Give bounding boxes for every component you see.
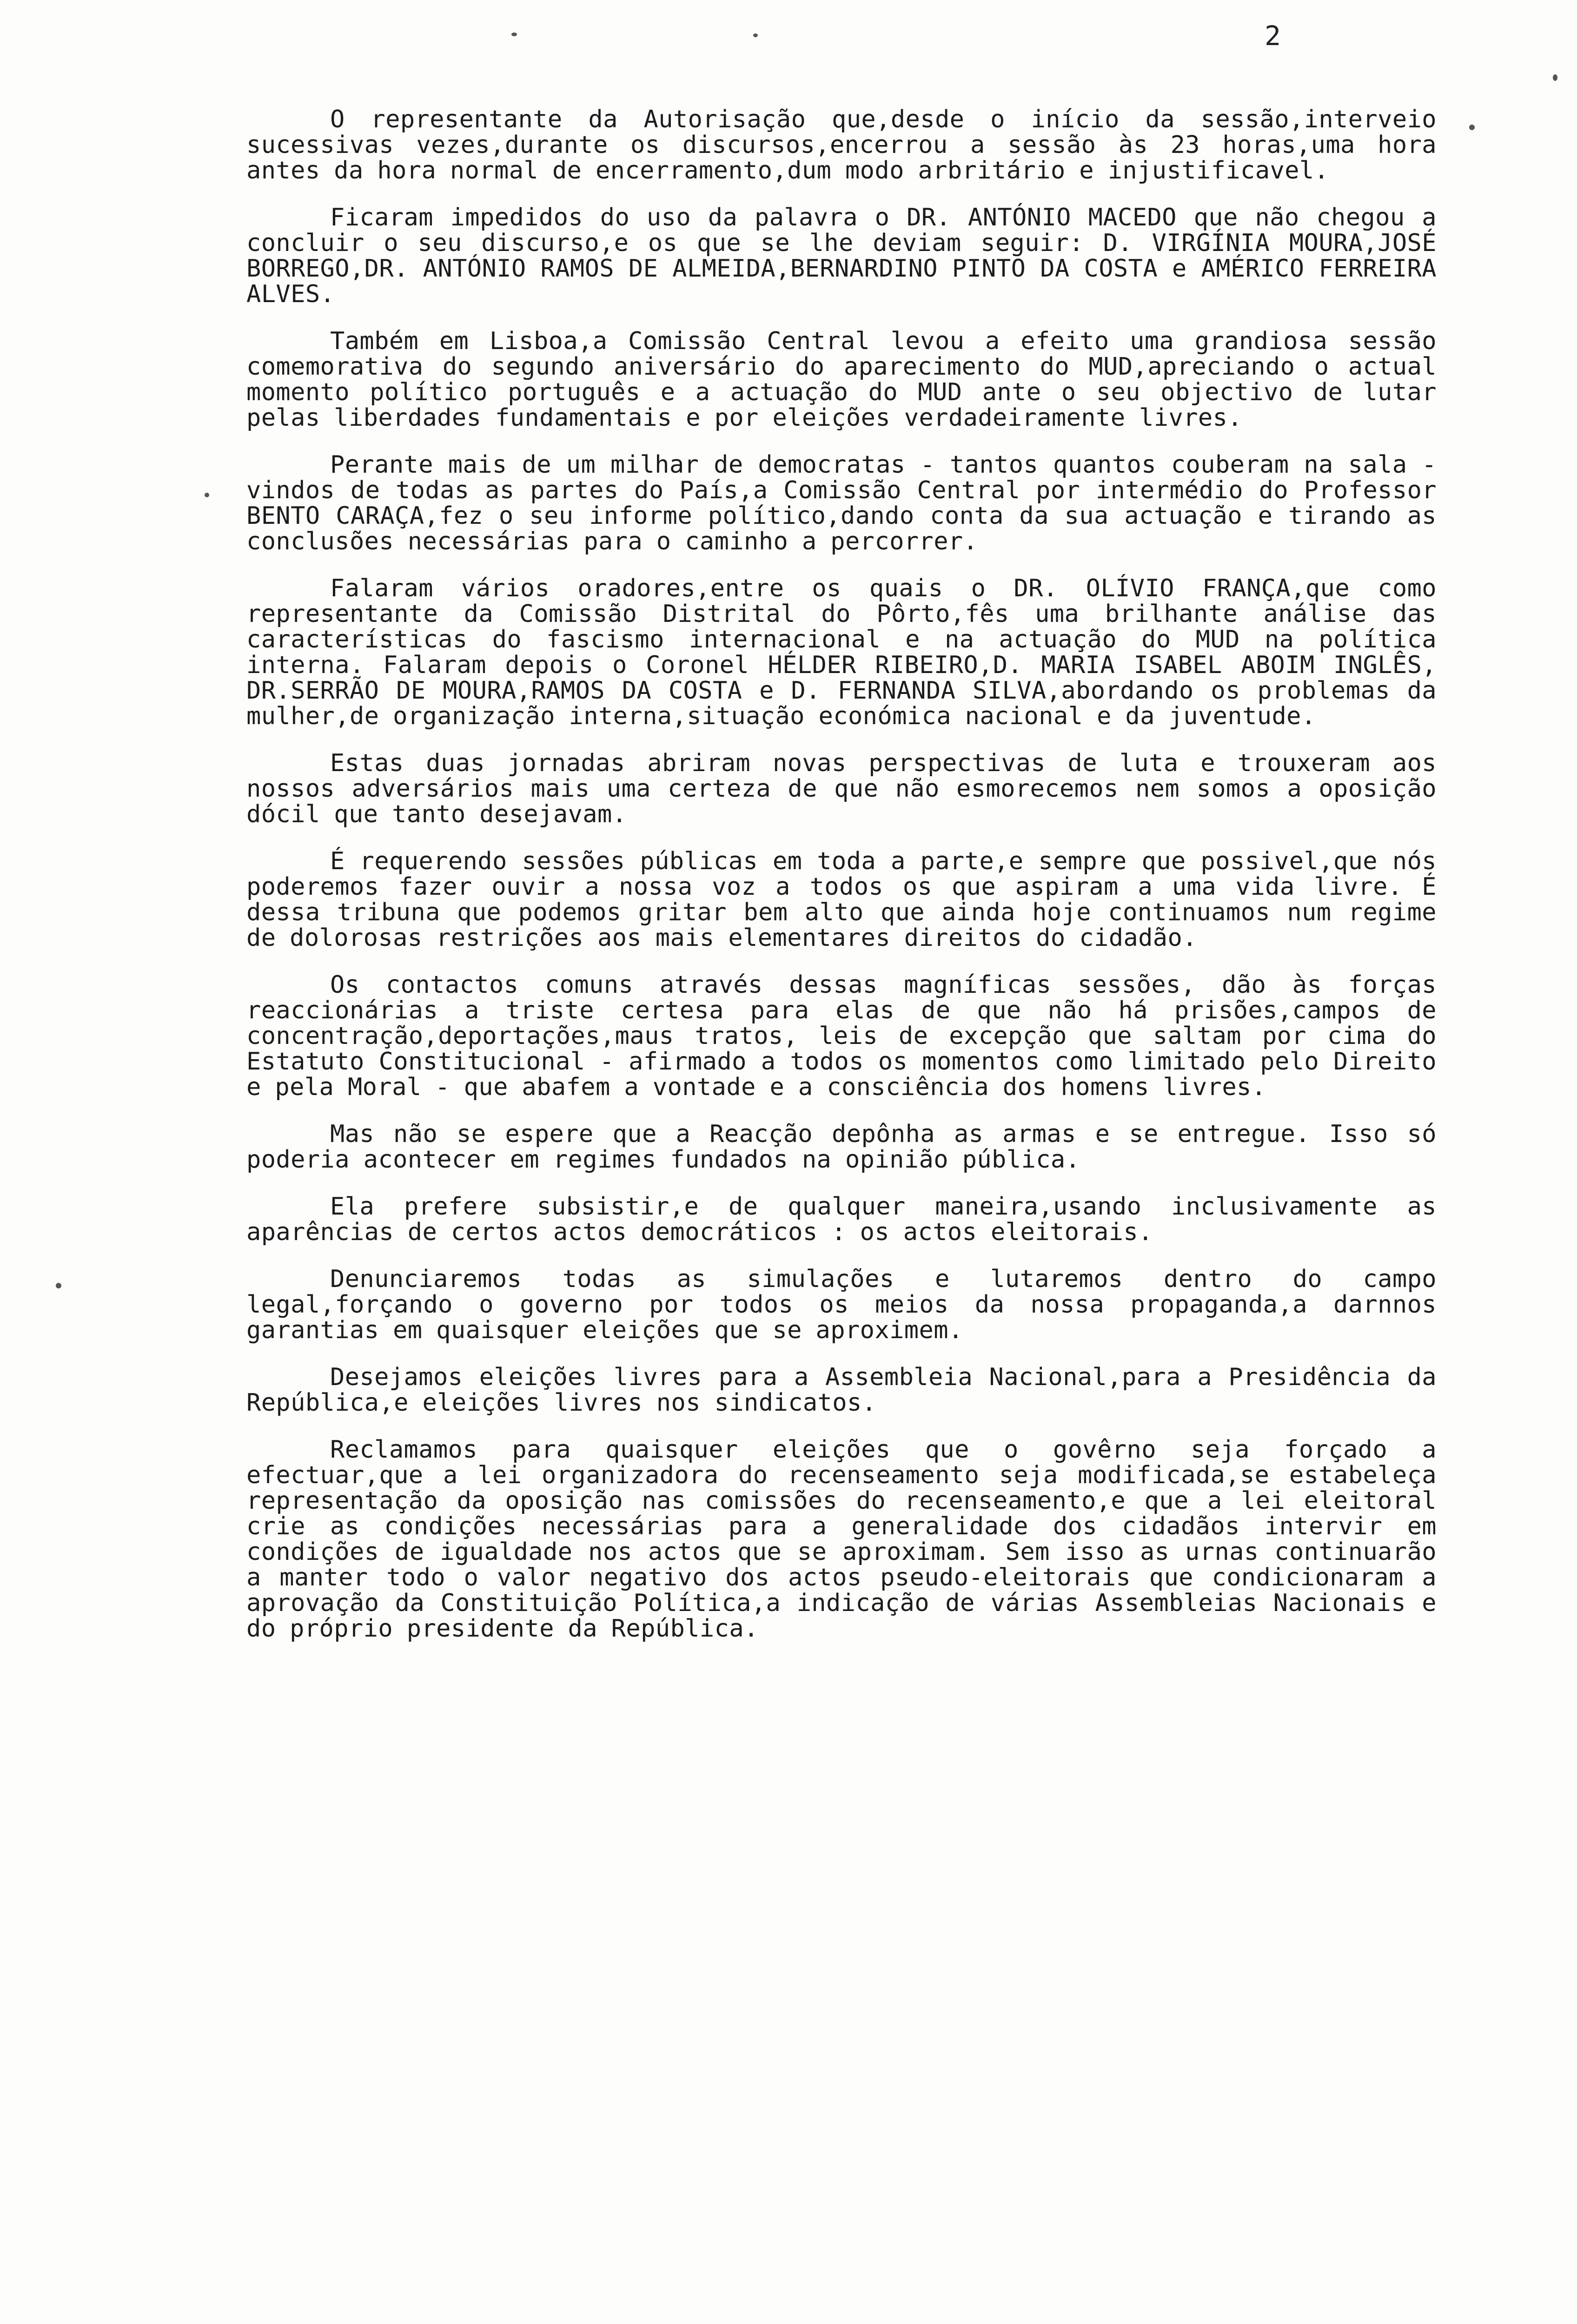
scan-speck bbox=[1469, 125, 1475, 130]
paragraph: O representante da Autorisação que,desde o início da sessão,interveio sucessivas vezes,durante os discursos,encerrou a sessão às 23 horas,uma hora antes da hora normal de encerramento,dum modo arbritário e injustificavel. bbox=[246, 106, 1437, 185]
paragraph: Perante mais de um milhar de democratas - tantos quantos couberam na sala - vindos de todas as partes do País,a Comissão Central por intermédio do Professor BENTO CARAÇA,fez o seu informe político,dando conta da sua actuação e tirando as conclusões necessárias para o caminho a percorrer. bbox=[246, 451, 1437, 555]
scan-speck bbox=[205, 493, 209, 497]
paragraph: Desejamos eleições livres para a Assembleia Nacional,para a Presidência da República,e eleições livres nos sindicatos. bbox=[246, 1363, 1437, 1417]
paragraph: Também em Lisboa,a Comissão Central levou a efeito uma grandiosa sessão comemorativa do segundo aniversário do aparecimento do MUD,apreciando o actual momento político português e a actuação do MUD ante o seu objectivo de lutar pelas liberdades fundamentais e por eleições verdadeiramente livres. bbox=[246, 327, 1437, 432]
scan-speck bbox=[1553, 74, 1557, 81]
document-body bbox=[246, 107, 1437, 1663]
paragraph: Falaram vários oradores,entre os quais o DR. OLÍVIO FRANÇA,que como representante da Comissão Distrital do Pôrto,fês uma brilhante análise das características do fascismo internacional e na actuação do MUD na política interna. Falaram depois o Coronel HÉLDER RIBEIRO,D. MARIA ISABEL ABOIM INGLÊS, DR.SERRÃO DE MOURA,RAMOS DA COSTA e D. FERNANDA SILVA,abordando os problemas da mulher,de organização interna,situação económica nacional e da juventude. bbox=[246, 574, 1437, 730]
paragraph: Os contactos comuns através dessas magníficas sessões, dão às forças reaccionárias a triste certesa para elas de que não há prisões,campos de concentração,deportações,maus tratos, leis de excepção que saltam por cima do Estatuto Constitucional - afirmado a todos os momentos como limitado pelo Direito e pela Moral - que abafem a vontade e a consciência dos homens livres. bbox=[246, 971, 1437, 1101]
paragraph: Estas duas jornadas abriram novas perspectivas de luta e trouxeram aos nossos adversários mais uma certeza de que não esmorecemos nem somos a oposição dócil que tanto desejavam. bbox=[246, 749, 1437, 828]
paragraph: Denunciaremos todas as simulações e lutaremos dentro do campo legal,forçando o governo por todos os meios da nossa propaganda,a darnnos garantias em quaisquer eleições que se aproximem. bbox=[246, 1265, 1437, 1344]
paragraph: Ficaram impedidos do uso da palavra o DR. ANTÓNIO MACEDO que não chegou a concluir o seu discurso,e os que se lhe deviam seguir: D. VIRGÍNIA MOURA,JOSÉ BORREGO,DR. ANTÓNIO RAMOS DE ALMEIDA,BERNARDINO PINTO DA COSTA e AMÉRICO FERREIRA ALVES. bbox=[246, 204, 1437, 308]
paragraph: É requerendo sessões públicas em toda a parte,e sempre que possivel,que nós poderemos fazer ouvir a nossa voz a todos os que aspiram a uma vida livre. É dessa tribuna que podemos gritar bem alto que ainda hoje continuamos num regime de dolorosas restrições aos mais elementares direitos do cidadão. bbox=[246, 847, 1437, 952]
paragraph: Ela prefere subsistir,e de qualquer maneira,usando inclusivamente as aparências de certos actos democráticos : os actos eleitorais. bbox=[246, 1193, 1437, 1246]
scan-speck bbox=[753, 33, 758, 37]
scan-speck bbox=[511, 33, 517, 36]
paragraph: Mas não se espere que a Reacção depônha as armas e se entregue. Isso só poderia acontecer em regimes fundados na opinião pública. bbox=[246, 1120, 1437, 1174]
paragraph: Reclamamos para quaisquer eleições que o govêrno seja forçado a efectuar,que a lei organizadora do recenseamento seja modificada,se estabeleça representação da oposição nas comissões do recenseamento,e que a lei eleitoral crie as condições necessárias para a generalidade dos cidadãos intervir em condições de igualdade nos actos que se aproximam. Sem isso as urnas continuarão a manter todo o valor negativo dos actos pseudo-eleitorais que condicionaram a aprovação da Constituição Política,a indicação de várias Assembleias Nacionais e do próprio presidente da República. bbox=[246, 1436, 1437, 1643]
page-number: 2 bbox=[1265, 20, 1281, 52]
scan-speck bbox=[56, 1283, 61, 1288]
